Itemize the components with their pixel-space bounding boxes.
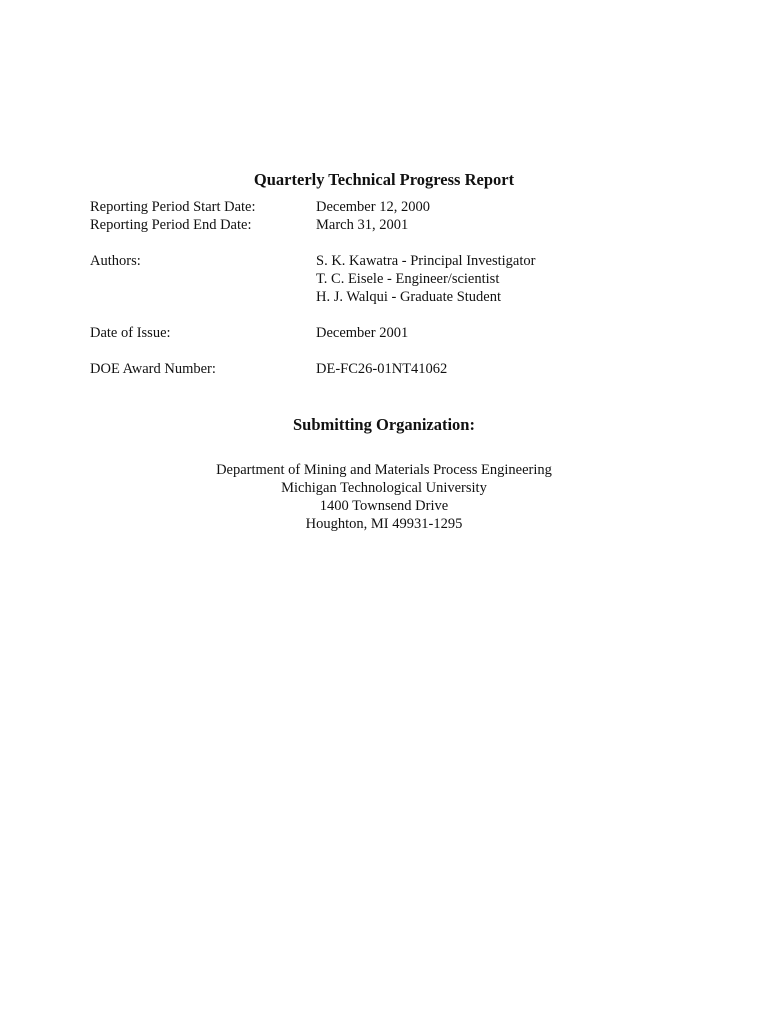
organization-university: Michigan Technological University bbox=[281, 480, 487, 496]
organization-department: Department of Mining and Materials Process Engineering bbox=[216, 462, 552, 478]
author-1: S. K. Kawatra - Principal Investigator bbox=[316, 253, 536, 269]
organization-address bbox=[0, 461, 768, 533]
page-title: Quarterly Technical Progress Report bbox=[253, 170, 515, 189]
date-of-issue-label: Date of Issue: bbox=[90, 325, 171, 341]
start-date-value: December 12, 2000 bbox=[316, 199, 430, 215]
end-date-value: March 31, 2001 bbox=[316, 217, 409, 233]
organization-heading: Submitting Organization: bbox=[293, 415, 475, 434]
author-2: T. C. Eisele - Engineer/scientist bbox=[316, 271, 500, 287]
author-3: H. J. Walqui - Graduate Student bbox=[316, 289, 502, 305]
organization-street: 1400 Townsend Drive bbox=[319, 498, 449, 514]
authors-label: Authors: bbox=[90, 253, 141, 269]
date-of-issue-value: December 2001 bbox=[316, 325, 409, 341]
organization-city: Houghton, MI 49931-1295 bbox=[305, 516, 463, 532]
award-number-value: DE-FC26-01NT41062 bbox=[316, 361, 448, 377]
award-number-label: DOE Award Number: bbox=[90, 361, 216, 377]
end-date-label: Reporting Period End Date: bbox=[90, 217, 252, 233]
start-date-label: Reporting Period Start Date: bbox=[90, 199, 256, 215]
